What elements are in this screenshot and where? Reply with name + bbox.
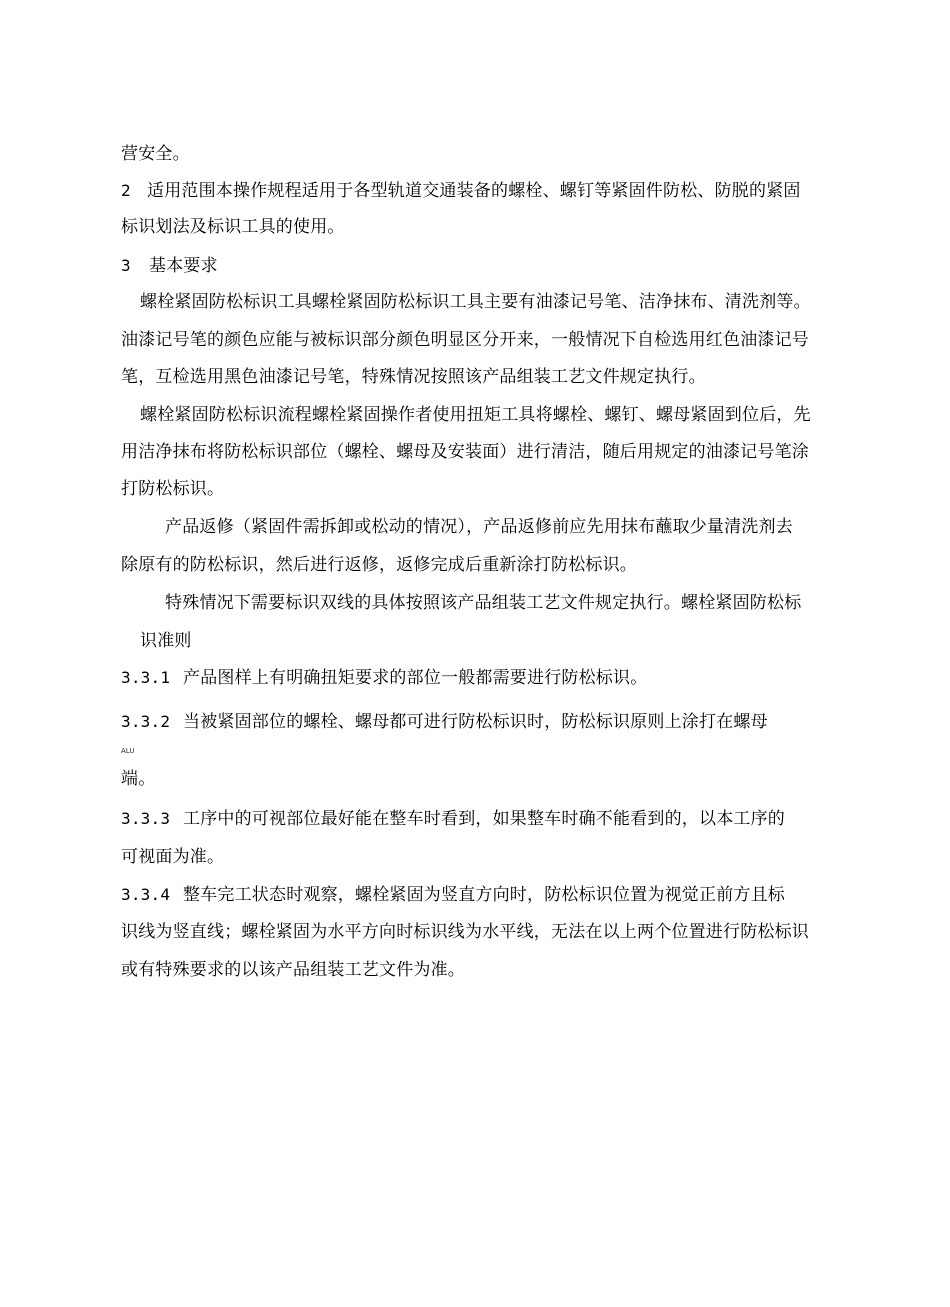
clause-3-3-2: 3.3.2 当被紧固部位的螺栓、螺母都可进行防松标识时，防松标识原则上涂打在螺母 — [121, 712, 768, 732]
text-line: 笔，互检选用黑色油漆记号笔，特殊情况按照该产品组装工艺文件规定执行。 — [121, 367, 706, 387]
section-number: 2 — [121, 181, 131, 200]
clause-number: 3.3.3 — [121, 809, 171, 828]
section-number: 3 — [121, 256, 131, 275]
clause-3-3-1: 3.3.1 产品图样上有明确扭矩要求的部位一般都需要进行防松标识。 — [121, 668, 648, 688]
text-line: 或有特殊要求的以该产品组装工艺文件为准。 — [121, 960, 465, 980]
text-line: 可视面为准。 — [121, 847, 225, 867]
text-line: 油漆记号笔的颜色应能与被标识部分颜色明显区分开来，一般情况下自检选用红色油漆记号 — [121, 330, 809, 350]
text-line: 除原有的防松标识，然后进行返修，返修完成后重新涂打防松标识。 — [121, 555, 637, 575]
clause-3-3-4: 3.3.4 整车完工状态时观察，螺栓紧固为竖直方向时，防松标识位置为视觉正前方且标 — [121, 885, 785, 905]
paragraph-process: 螺栓紧固防松标识流程螺栓紧固操作者使用扭矩工具将螺栓、螺钉、螺母紧固到位后，先 — [140, 405, 811, 425]
paragraph-special: 特殊情况下需要标识双线的具体按照该产品组装工艺文件规定执行。螺栓紧固防松标 — [165, 593, 802, 613]
text-line: 用洁净抹布将防松标识部位（螺栓、螺母及安装面）进行清洁，随后用规定的油漆记号笔涂 — [121, 442, 809, 462]
small-mark: ALU — [121, 747, 135, 755]
text-line: 打防松标识。 — [121, 479, 225, 499]
section-2-heading: 2 适用范围本操作规程适用于各型轨道交通装备的螺栓、螺钉等紧固件防松、防脱的紧固 — [121, 181, 801, 201]
section-3-heading: 3 基本要求 — [121, 256, 218, 276]
paragraph-tools: 螺栓紧固防松标识工具螺栓紧固防松标识工具主要有油漆记号笔、洁净抹布、清洗剂等。 — [140, 292, 811, 312]
text-line: 端。 — [121, 769, 156, 789]
paragraph-rework: 产品返修（紧固件需拆卸或松动的情况），产品返修前应先用抹布蘸取少量清洗剂去 — [165, 517, 793, 537]
clause-number: 3.3.2 — [121, 712, 171, 731]
text-line: 营安全。 — [121, 144, 190, 164]
clause-3-3-3: 3.3.3 工序中的可视部位最好能在整车时看到，如果整车时确不能看到的，以本工序的 — [121, 809, 785, 829]
text-line: 识准则 — [140, 631, 192, 651]
text-line: 标识划法及标识工具的使用。 — [121, 217, 345, 237]
clause-number: 3.3.1 — [121, 668, 171, 687]
clause-number: 3.3.4 — [121, 885, 171, 904]
text-line: 识线为竖直线；螺栓紧固为水平方向时标识线为水平线，无法在以上两个位置进行防松标识 — [121, 922, 809, 942]
